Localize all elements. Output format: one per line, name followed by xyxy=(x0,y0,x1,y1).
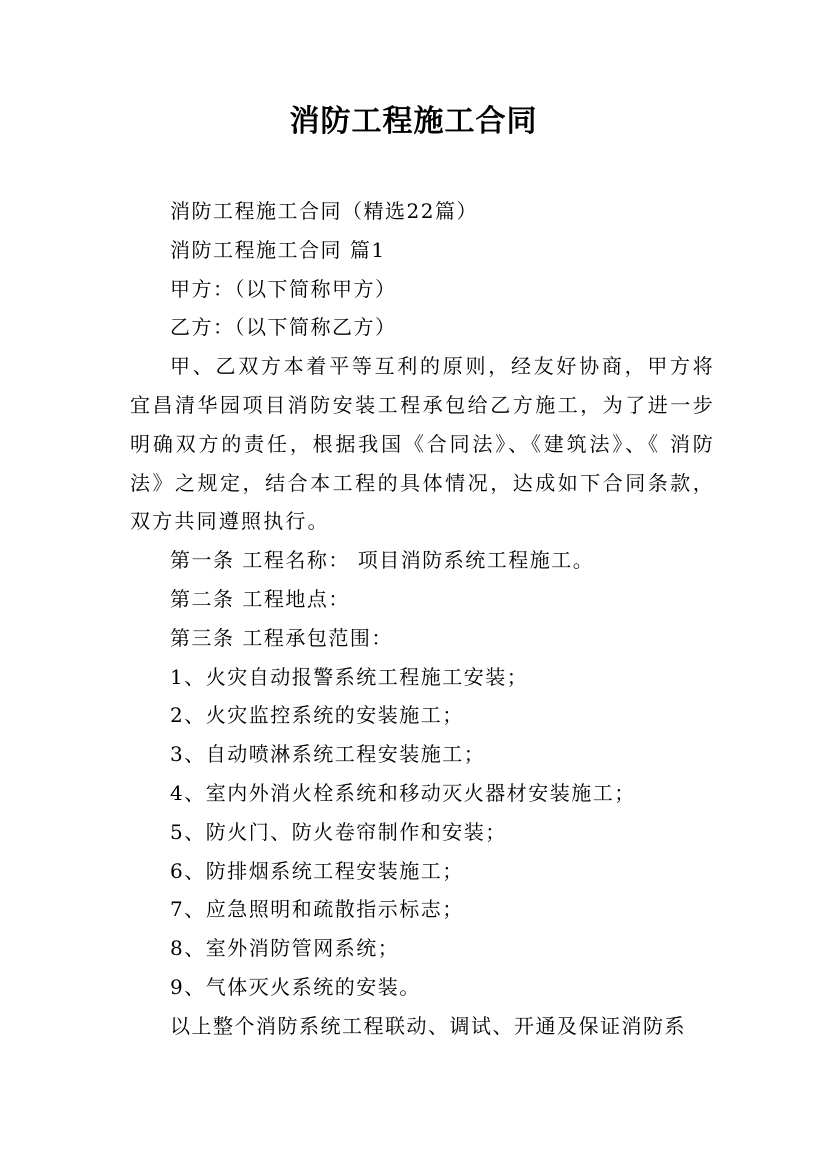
list-item: 8、室外消防管网系统； xyxy=(170,936,400,961)
paragraph-section-heading: 消防工程施工合同 篇1 xyxy=(170,237,386,262)
paragraph-party-b: 乙方：（以下简称乙方） xyxy=(170,315,397,340)
paragraph-article-1: 第一条 工程名称： 项目消防系统工程施工。 xyxy=(170,548,595,573)
list-item: 3、自动喷淋系统工程安装施工； xyxy=(170,742,486,767)
paragraph-party-a: 甲方：（以下简称甲方） xyxy=(170,276,397,301)
list-item: 2、火灾监控系统的安装施工； xyxy=(170,703,464,728)
document-body xyxy=(130,192,715,1046)
list-item: 9、气体灭火系统的安装。 xyxy=(170,974,421,999)
paragraph-closing: 以上整个消防系统工程联动、调试、开通及保证消防系 xyxy=(170,1013,686,1038)
list-item: 5、防火门、防火卷帘制作和安装； xyxy=(170,819,507,844)
list-item: 6、防排烟系统工程安装施工； xyxy=(170,858,464,883)
paragraph-article-3: 第三条 工程承包范围： xyxy=(170,625,393,650)
list-item: 7、应急照明和疏散指示标志； xyxy=(170,897,464,922)
document-title: 消防工程施工合同 xyxy=(289,104,538,139)
list-item: 4、室内外消火栓系统和移动灭火器材安装施工； xyxy=(170,780,636,805)
paragraph-subtitle: 消防工程施工合同（精选22篇） xyxy=(170,199,478,223)
paragraph-preamble: 甲、乙双方本着平等互利的原则，经友好协商，甲方将宜昌清华园项目消防安装工程承包给乙方施工，为了进一步明确双方的责任，根据我国《合同法》、《建筑法》、《 消防法》之规定，结合本工程的具体情况，达成如下合同条款，双方共同遵照执行。 xyxy=(130,354,715,534)
paragraph-article-2: 第二条 工程地点： xyxy=(170,586,350,611)
list-item: 1、火灾自动报警系统工程施工安装； xyxy=(170,664,529,689)
